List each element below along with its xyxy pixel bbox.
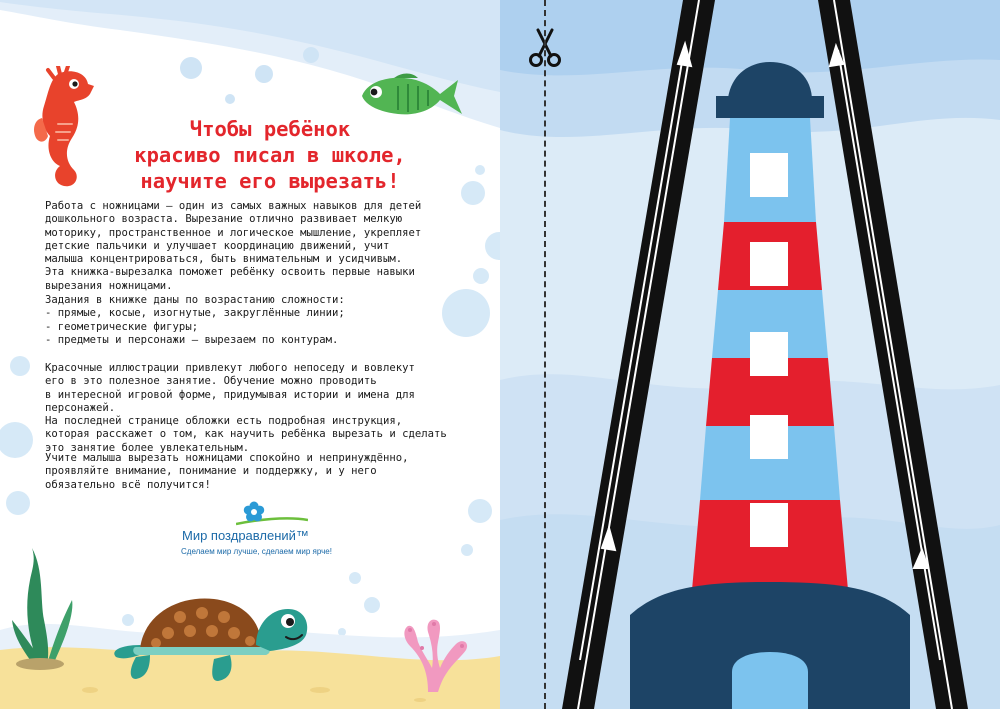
text-line: персонажей. (45, 401, 116, 414)
text-line: - предметы и персонажи – вырезаем по контурам. (45, 333, 339, 346)
paragraph-intro (45, 200, 475, 293)
seaweed-icon (10, 540, 80, 670)
coral-icon (392, 612, 472, 692)
logo-tagline: Сделаем мир лучше, сделаем мир ярче! (181, 547, 332, 556)
page-title (80, 116, 460, 194)
text-line: его в это полезное занятие. Обучение можно проводить (45, 375, 377, 388)
text-line: в интересной игровой форме, придумывая истории и имена для (45, 388, 415, 401)
title-line-1: Чтобы ребёнок (189, 117, 351, 141)
lighthouse-scene (500, 0, 1000, 709)
right-page (500, 0, 1000, 709)
text-line: - геометрические фигуры; (45, 320, 199, 333)
text-line: Задания в книжке даны по возрастанию сложности: (45, 294, 345, 306)
text-line: вырезания ножницами. (45, 279, 173, 292)
text-line: Учите малыша вырезать ножницами спокойно и непринуждённо, (45, 452, 409, 464)
text-line: - прямые, косые, изогнутые, закруглённые линии; (45, 307, 345, 320)
text-line: это занятие более увлекательным. (45, 441, 250, 454)
text-line: детские пальчики и улучшает координацию движений, учит (45, 239, 390, 252)
paragraph-tasks (45, 294, 475, 347)
text-line: Эта книжка-вырезалка поможет ребёнку освоить первые навыки (45, 266, 415, 279)
logo-name: Мир поздравлений™ (182, 528, 309, 543)
text-line: которая расскажет о том, как научить ребёнка вырезать и сделать (45, 428, 447, 441)
text-line: На последней странице обложки есть подробная инструкция, (45, 415, 403, 428)
text-line: Красочные иллюстрации привлекут любого непоседу и вовлекут (45, 362, 415, 374)
cut-line (544, 0, 546, 709)
turtle-icon (110, 585, 310, 685)
text-line: проявляйте внимание, понимание и поддержку, и у него (45, 465, 377, 478)
text-line: малыша концентрироваться, быть внимательным и усидчивым. (45, 253, 403, 266)
fish-icon (358, 72, 466, 120)
text-line: моторику, пространственное и логическое мышление, укрепляет (45, 226, 422, 239)
text-line: Работа с ножницами – один из самых важных навыков для детей (45, 200, 422, 212)
text-line: обязательно всё получится! (45, 478, 211, 491)
flower-logo-icon (236, 500, 308, 528)
paragraph-advice (45, 452, 475, 492)
title-line-2: красиво писал в школе, (134, 143, 406, 167)
title-line-3: научите его вырезать! (140, 169, 400, 193)
paragraph-illustrations (45, 362, 475, 455)
text-line: дошкольного возраста. Вырезание отлично развивает мелкую (45, 213, 403, 226)
